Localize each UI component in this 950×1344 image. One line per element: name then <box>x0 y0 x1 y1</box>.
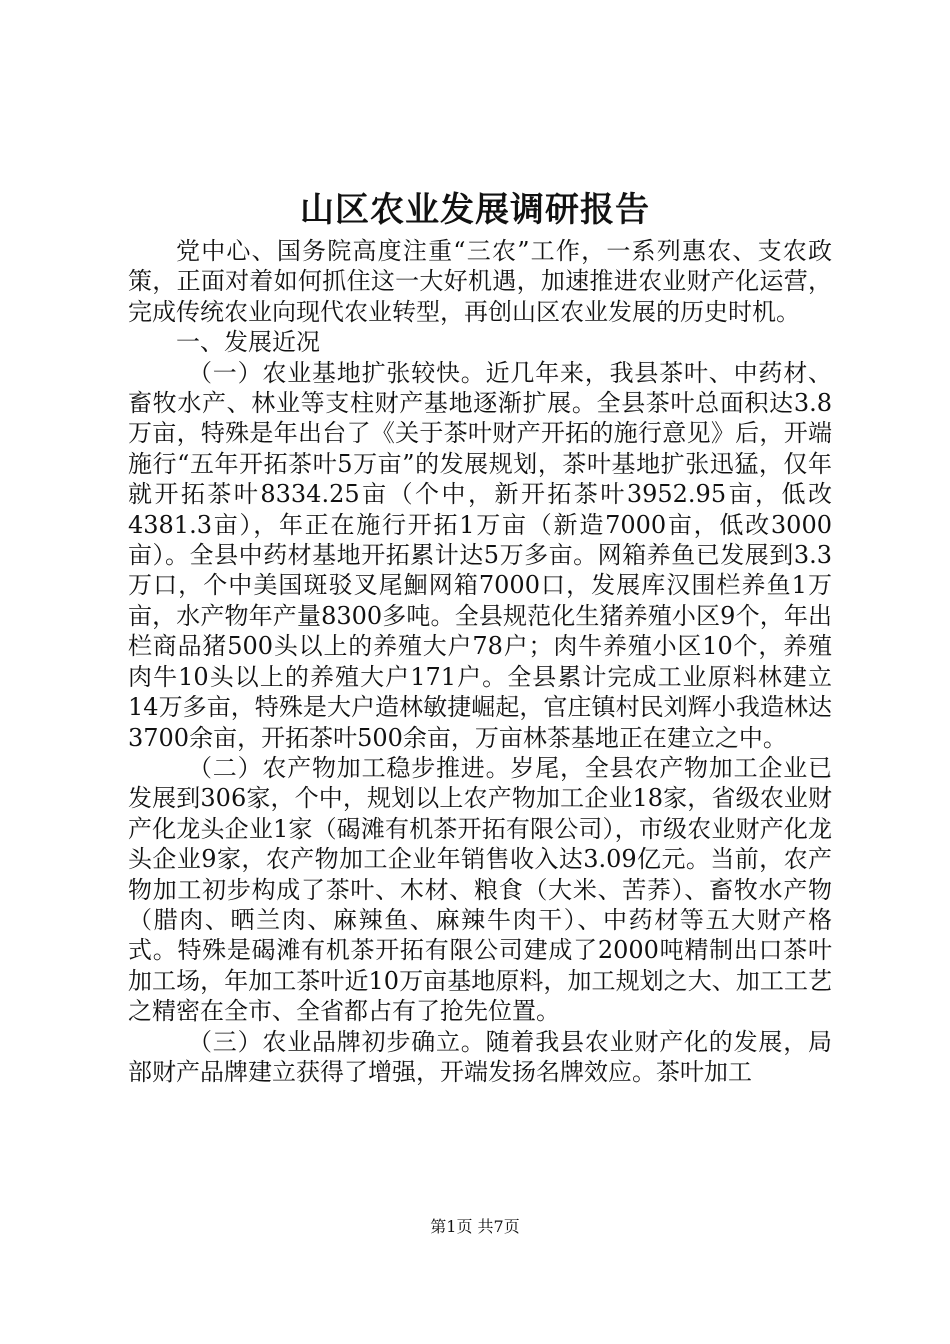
paragraph-intro: 党中心、国务院高度注重“三农”工作，一系列惠农、支农政策，正面对着如何抓住这一大好机遇，加速推进农业财产化运营，完成传统农业向现代农业转型，再创山区农业发展的历史时机。 <box>128 237 832 326</box>
document-body <box>128 236 832 1087</box>
page-number-footer: 第1页 共7页 <box>430 1217 520 1236</box>
paragraph-processing: （二）农产物加工稳步推进。岁尾，全县农产物加工企业已发展到306家，个中，规划以上农产物加工企业18家，省级农业财产化龙头企业1家（碣滩有机茶开拓有限公司），市级农业财产化龙头企业9家，农产物加工企业年销售收入达3.09亿元。当前，农产物加工初步构成了茶叶、木材、粮食（大米、苦荞）、畜牧水产物（腊肉、晒兰肉、麻辣鱼、麻辣牛肉干）、中药材等五大财产格式。特殊是碣滩有机茶开拓有限公司建成了2000吨精制出口茶叶加工场，年加工茶叶近10万亩基地原料，加工规划之大、加工工艺之精密在全市、全省都占有了抢先位置。 <box>128 753 832 1026</box>
section-heading: 一、发展近况 <box>176 328 320 357</box>
paragraph-brand: （三）农业品牌初步确立。随着我县农业财产化的发展，局部财产品牌建立获得了增强，开端发扬名牌效应。茶叶加工 <box>128 1027 832 1086</box>
paragraph-agricultural-base: （一）农业基地扩张较快。近几年来，我县茶叶、中药材、畜牧水产、林业等支柱财产基地逐渐扩展。全县茶叶总面积达3.8万亩，特殊是年出台了《关于茶叶财产开拓的施行意见》后，开端施行“五年开拓茶叶5万亩”的发展规划，茶叶基地扩张迅猛，仅年就开拓茶叶8334.25亩（个中，新开拓茶叶3952.95亩，低改4381.3亩），年正在施行开拓1万亩（新造7000亩，低改3000亩）。全县中药材基地开拓累计达5万多亩。网箱养鱼已发展到3.3万口，个中美国斑驳叉尾鮰网箱7000口，发展库汉围栏养鱼1万亩，水产物年产量8300多吨。全县规范化生猪养殖小区9个，年出栏商品猪500头以上的养殖大户78户；肉牛养殖小区10个，养殖肉牛10头以上的养殖大户171户。全县累计完成工业原料林建立14万多亩，特殊是大户造林敏捷崛起，官庄镇村民刘辉小我造林达3700余亩，开拓茶叶500余亩，万亩林茶基地正在建立之中。 <box>128 358 832 752</box>
document-title: 山区农业发展调研报告 <box>300 190 650 230</box>
